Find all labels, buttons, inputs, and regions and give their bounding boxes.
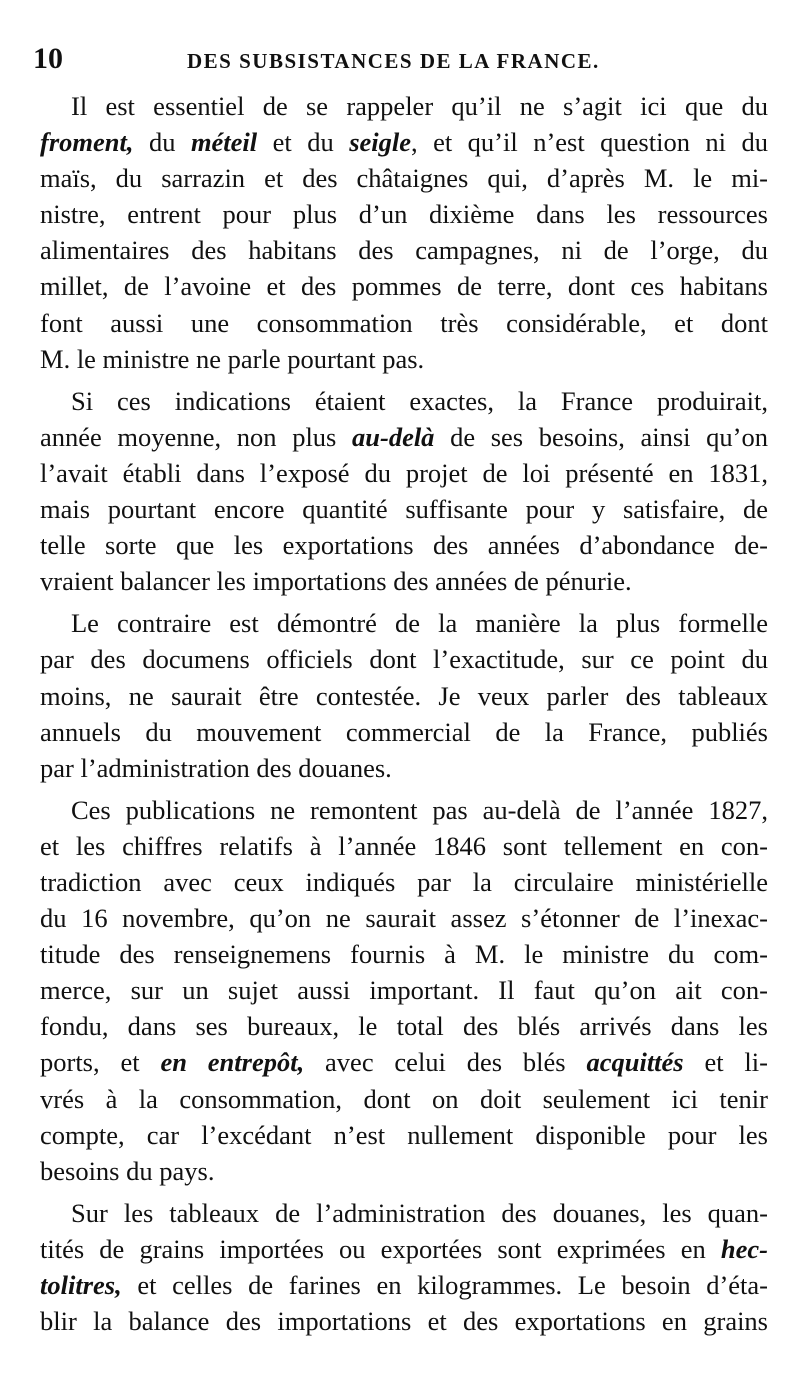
italic-term: hec- bbox=[720, 1233, 768, 1264]
text-line bbox=[40, 268, 768, 304]
text-line bbox=[40, 527, 768, 563]
text-line bbox=[40, 305, 768, 341]
text-segment: moins, ne saurait être contestée. Je veux parler des tableaux bbox=[40, 680, 768, 711]
text-line bbox=[40, 124, 768, 160]
running-head: DES SUBSISTANCES DE LA FRANCE. bbox=[187, 49, 600, 73]
text-segment: Il est essentiel de se rappeler qu’il ne s’agit ici que du bbox=[71, 91, 768, 121]
italic-term: méteil bbox=[190, 127, 258, 158]
text-segment: par des documens officiels dont l’exactitude, sur ce point du bbox=[40, 644, 768, 675]
text-line bbox=[40, 1044, 768, 1080]
text-segment: tités de grains importées ou exportées sont exprimées en bbox=[40, 1233, 721, 1264]
text-segment: vraient balancer les importations des années de pénurie. bbox=[40, 566, 632, 597]
paragraph bbox=[40, 1195, 768, 1339]
italic-term: froment, bbox=[40, 127, 134, 158]
text-line bbox=[40, 641, 768, 677]
text-segment: maïs, du sarrazin et des châtaignes qui, d’après M. le mi- bbox=[40, 163, 768, 194]
paragraph bbox=[40, 605, 768, 785]
text-line bbox=[40, 714, 768, 750]
text-segment: blir la balance des importations et des exportations en grains bbox=[40, 1306, 768, 1337]
page-number: 10 bbox=[33, 42, 63, 75]
text-segment: ports, et bbox=[40, 1047, 161, 1078]
italic-term: en entrepôt, bbox=[160, 1047, 305, 1078]
text-segment: de ses besoins, ainsi qu’on bbox=[434, 421, 768, 452]
text-segment: par l’administration des douanes. bbox=[40, 752, 392, 783]
text-segment: compte, car l’excédant n’est nullement disponible pour les bbox=[40, 1119, 768, 1150]
italic-term: seigle bbox=[349, 127, 411, 158]
text-line bbox=[40, 160, 768, 196]
text-line bbox=[40, 491, 768, 527]
text-line bbox=[40, 750, 768, 786]
italic-term: au-delà bbox=[352, 421, 435, 452]
text-line bbox=[40, 864, 768, 900]
text-segment: tradiction avec ceux indiqués par la circulaire ministérielle bbox=[40, 866, 768, 897]
text-segment: Sur les tableaux de l’administration des douanes, les quan- bbox=[71, 1197, 768, 1228]
text-line bbox=[40, 383, 768, 419]
text-line bbox=[40, 936, 768, 972]
text-segment: titude des renseignemens fournis à M. le ministre du com- bbox=[40, 939, 768, 970]
text-segment: et les chiffres relatifs à l’année 1846 sont tellement en con- bbox=[40, 830, 768, 861]
text-segment: et li- bbox=[683, 1047, 768, 1078]
paragraph bbox=[40, 383, 768, 600]
text-line bbox=[40, 1231, 768, 1267]
text-line bbox=[40, 341, 768, 377]
text-line bbox=[40, 1267, 768, 1303]
text-line bbox=[40, 232, 768, 268]
text-segment: fondu, dans ses bureaux, le total des blés arrivés dans les bbox=[40, 1011, 768, 1042]
text-line bbox=[40, 455, 768, 491]
body-text bbox=[40, 88, 768, 1339]
text-line bbox=[40, 1117, 768, 1153]
text-segment: année moyenne, non plus bbox=[40, 421, 352, 452]
page-header bbox=[33, 42, 768, 76]
text-segment: M. le ministre ne parle pourtant pas. bbox=[40, 343, 425, 374]
text-line bbox=[40, 419, 768, 455]
text-line bbox=[40, 792, 768, 828]
text-segment: , et qu’il n’est question ni du bbox=[411, 127, 768, 158]
text-segment: besoins du pays. bbox=[40, 1155, 215, 1186]
text-segment: Si ces indications étaient exactes, la France produirait, bbox=[71, 385, 768, 416]
text-line bbox=[40, 1153, 768, 1189]
text-segment: nistre, entrent pour plus d’un dixième dans les ressources bbox=[40, 199, 768, 230]
text-line bbox=[40, 678, 768, 714]
text-segment: du 16 novembre, qu’on ne saurait assez s’étonner de l’inexac- bbox=[40, 903, 768, 934]
text-segment: l’avait établi dans l’exposé du projet de loi présenté en 1831, bbox=[40, 457, 768, 488]
text-segment: avec celui des blés bbox=[304, 1047, 587, 1078]
text-segment: alimentaires des habitans des campagnes, ni de l’orge, du bbox=[40, 235, 768, 266]
text-line bbox=[40, 900, 768, 936]
text-segment: mais pourtant encore quantité suffisante pour y satisfaire, de bbox=[40, 494, 768, 525]
text-segment: du bbox=[133, 127, 191, 158]
text-segment: vrés à la consommation, dont on doit seulement ici tenir bbox=[40, 1083, 768, 1114]
text-segment: annuels du mouvement commercial de la France, publiés bbox=[40, 716, 768, 747]
text-line bbox=[40, 563, 768, 599]
text-line bbox=[40, 1081, 768, 1117]
text-line bbox=[40, 828, 768, 864]
italic-term: tolitres, bbox=[40, 1270, 122, 1300]
text-line bbox=[40, 605, 768, 641]
text-line bbox=[40, 972, 768, 1008]
text-segment: telle sorte que les exportations des années d’abondance de- bbox=[40, 530, 768, 561]
text-line bbox=[40, 1303, 768, 1339]
text-segment: merce, sur un sujet aussi important. Il faut qu’on ait con- bbox=[40, 975, 768, 1006]
paragraph bbox=[40, 792, 768, 1189]
text-segment: et celles de farines en kilogrammes. Le besoin d’éta- bbox=[121, 1270, 768, 1300]
text-segment: Le contraire est démontré de la manière la plus formelle bbox=[71, 608, 768, 639]
text-segment: Ces publications ne remontent pas au-delà de l’année 1827, bbox=[71, 794, 768, 825]
text-line bbox=[40, 1195, 768, 1231]
paragraph bbox=[40, 88, 768, 377]
text-segment: font aussi une consommation très considérable, et dont bbox=[40, 307, 768, 338]
text-segment: millet, de l’avoine et des pommes de terre, dont ces habitans bbox=[40, 271, 768, 302]
italic-term: acquittés bbox=[586, 1047, 684, 1078]
text-line bbox=[40, 196, 768, 232]
text-segment: et du bbox=[257, 127, 350, 158]
text-line bbox=[40, 1008, 768, 1044]
text-line bbox=[40, 88, 768, 124]
